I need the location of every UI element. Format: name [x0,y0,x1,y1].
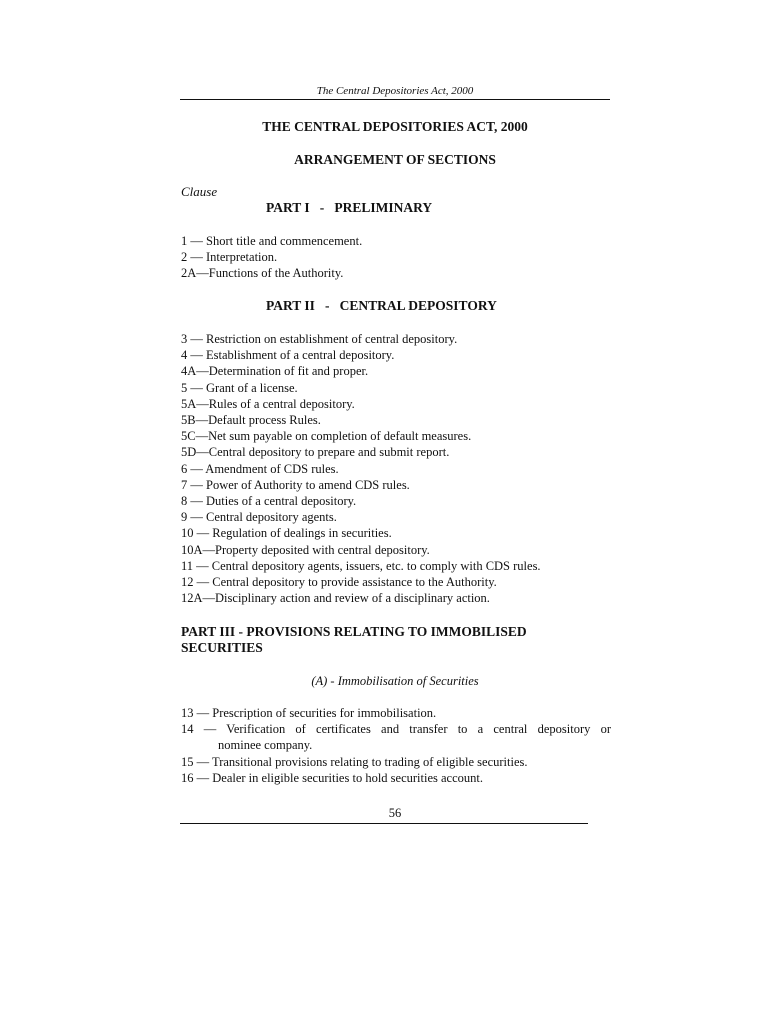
running-header: The Central Depositories Act, 2000 [316,85,474,97]
section-entry: 7 — Power of Authority to amend CDS rules. [181,477,410,492]
section-entry-text: 14 — Verification of certificates and transfer to a central depository or [181,722,611,737]
section-entry: 12 — Central depository to provide assistance to the Authority. [181,575,497,590]
part-2-sections [181,331,611,606]
clause-label: Clause [181,184,218,199]
part-2-heading: PART II - CENTRAL DEPOSITORY [266,298,497,313]
section-entry: 9 — Central depository agents. [181,510,337,525]
document-title: THE CENTRAL DEPOSITORIES ACT, 2000 [262,119,528,134]
section-entry: 6 — Amendment of CDS rules. [181,461,339,476]
part-1-sections [181,233,611,282]
section-entry: 5C—Net sum payable on completion of default measures. [181,429,472,444]
section-entry: 10A—Property deposited with central depository. [181,542,430,557]
part-3-subheading: (A) - Immobilisation of Securities [311,674,479,688]
section-entry: 2A—Functions of the Authority. [181,266,344,281]
part-3-heading: PART III - PROVISIONS RELATING TO IMMOBILISED SECURITIES [181,624,527,655]
section-entry: 2 — Interpretation. [181,250,278,265]
section-entry: 3 — Restriction on establishment of central depository. [181,332,458,346]
section-entry: 12A—Disciplinary action and review of a disciplinary action. [181,591,490,606]
section-entry: 4 — Establishment of a central depository. [181,348,395,363]
section-entry: 15 — Transitional provisions relating to trading of eligible securities. [181,754,528,769]
section-entry: 5A—Rules of a central depository. [181,396,355,411]
section-entry: 1 — Short title and commencement. [181,234,363,248]
arrangement-title: ARRANGEMENT OF SECTIONS [294,152,496,167]
section-entry: 11 — Central depository agents, issuers, etc. to comply with CDS rules. [181,558,541,573]
section-entry: 5D—Central depository to prepare and submit report. [181,445,450,460]
section-entry: 16 — Dealer in eligible securities to hold securities account. [181,770,483,785]
header-rule [180,99,610,100]
section-entry: 5B—Default process Rules. [181,413,321,428]
section-entry: 8 — Duties of a central depository. [181,494,357,509]
section-entry: 5 — Grant of a license. [181,380,298,395]
section-entry-continuation: nominee company. [218,738,313,753]
section-entry [181,721,611,753]
part-1-heading: PART I - PRELIMINARY [266,200,433,215]
footer-rule [180,823,588,824]
section-entry: 4A—Determination of fit and proper. [181,364,369,379]
page-number: 56 [388,806,402,820]
part-3-sections [181,705,611,786]
section-entry: 10 — Regulation of dealings in securities. [181,526,392,541]
section-entry: 13 — Prescription of securities for immobilisation. [181,706,437,720]
